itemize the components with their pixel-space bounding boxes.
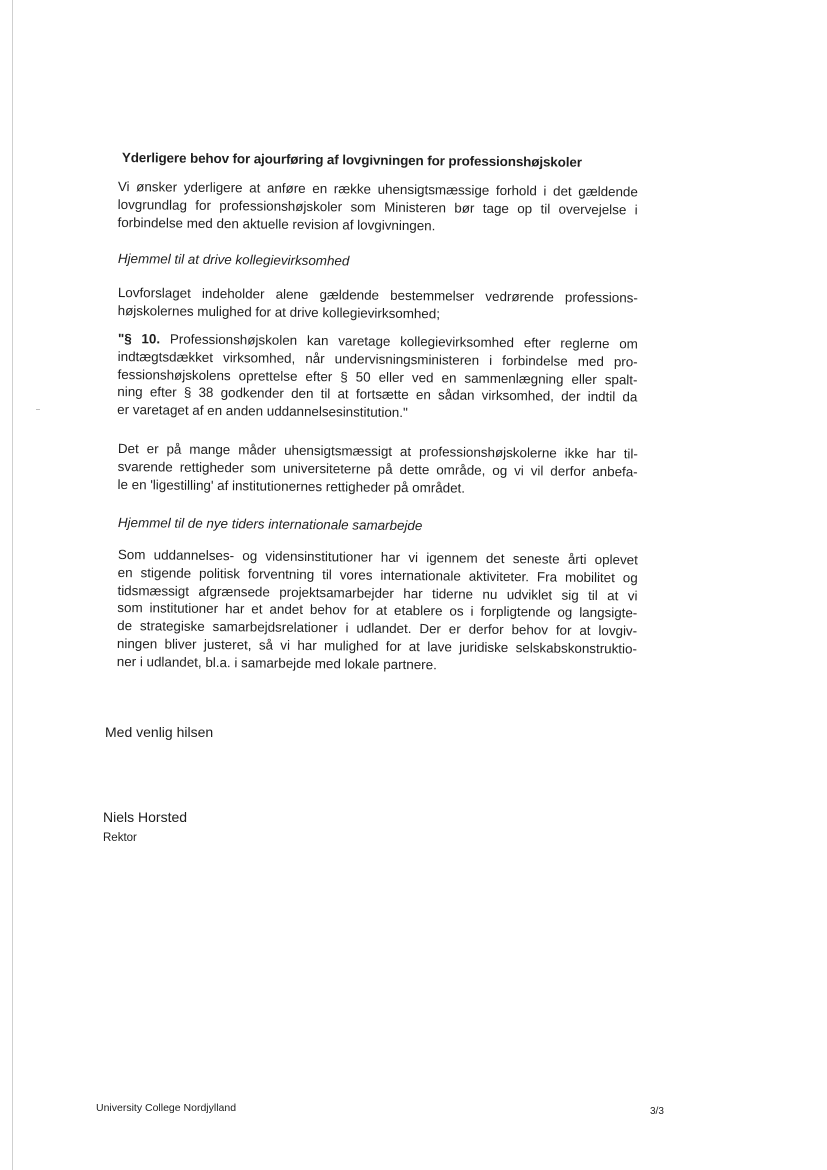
text-line: Det er på mange måder uhensigtsmæssigt at professionshøjskolerne ikke har til- xyxy=(117,440,638,462)
text-line: ning efter § 38 godkender den til at fortsætte en sådan virksomhed, der indtil da xyxy=(117,384,638,405)
section-heading: Yderligere behov for ajourføring af lovgivningen for professionshøjskoler xyxy=(121,150,582,170)
text-line: Lovforslaget indeholder alene gældende bestemmelser vedrørende professions- xyxy=(117,284,638,306)
quote-text: Professionshøjskolen kan varetage kollegievirksomhed efter reglerne om xyxy=(169,331,638,352)
text-line: tidsmæssigt afgrænsede projektsamarbejder har tiderne nu udviklet sig til at vi xyxy=(117,582,638,604)
text-line: forbindelse med den aktuelle revision af lovgivningen. xyxy=(117,214,436,233)
subheading-internationale-samarbejde: Hjemmel til de nye tiders internationale samarbejde xyxy=(117,515,423,534)
closing-greeting: Med venlig hilsen xyxy=(105,724,214,740)
paragraph-uhensigtsmaessigt xyxy=(117,440,638,499)
footer-institution: University College Nordjylland xyxy=(96,1102,237,1114)
text-line: Som uddannelses- og vidensinstitutioner har vi igennem det seneste årti oplevet xyxy=(117,546,638,568)
text-line: ner i udlandet, bl.a. i samarbejde med lokale partnere. xyxy=(116,653,437,673)
quote-paragraph-mark: "§ 10. xyxy=(117,330,161,347)
paragraph-lovforslaget xyxy=(118,284,638,325)
subheading-kollegievirksomhed: Hjemmel til at drive kollegievirksomhed xyxy=(117,251,350,269)
page-number: 3/3 xyxy=(650,1106,664,1117)
intro-paragraph xyxy=(117,178,638,237)
text-line: indtægtsdækket virksomhed, når undervisningsministeren i forbindelse med pro- xyxy=(117,348,638,370)
text-line: som institutioner har et andet behov for at etablere os i forpligtende og langsigte- xyxy=(117,600,638,621)
quote-paragraph-10 xyxy=(117,330,638,424)
text-line: de strategiske samarbejdsrelationer i udlandet. Der er derfor behov for at lovgiv- xyxy=(117,618,638,639)
paragraph-international xyxy=(117,546,638,676)
text-line: le en 'ligestilling' af institutionernes rettigheder på området. xyxy=(117,476,466,496)
text-line: er varetaget af en anden uddannelsesinstitution." xyxy=(117,402,408,421)
text-line: Vi ønsker yderligere at anføre en række uhensigtsmæssige forhold i det gældende xyxy=(117,178,638,200)
text-line: svarende rettigheder som universiteterne på dette område, og vi vil derfor anbefa- xyxy=(117,458,638,480)
text-line: lovgrundlag for professionshøjskoler som Ministeren bør tage op til overvejelse i xyxy=(117,196,638,218)
text-line: fessionshøjskolens oprettelse efter § 50 eller ved en sammenlægning eller spalt- xyxy=(117,366,638,388)
signer-title: Rektor xyxy=(103,832,137,844)
text-line: højskolernes mulighed for at drive kollegievirksomhed; xyxy=(117,302,441,322)
signer-name: Niels Horsted xyxy=(103,809,188,825)
text-line: ningen bliver justeret, så vi har mulighed for at lave juridiske selskabskonstruktio- xyxy=(116,635,638,657)
text-line: en stigende politisk forventning til vores internationale aktiviteter. Fra mobilitet og xyxy=(117,564,638,586)
